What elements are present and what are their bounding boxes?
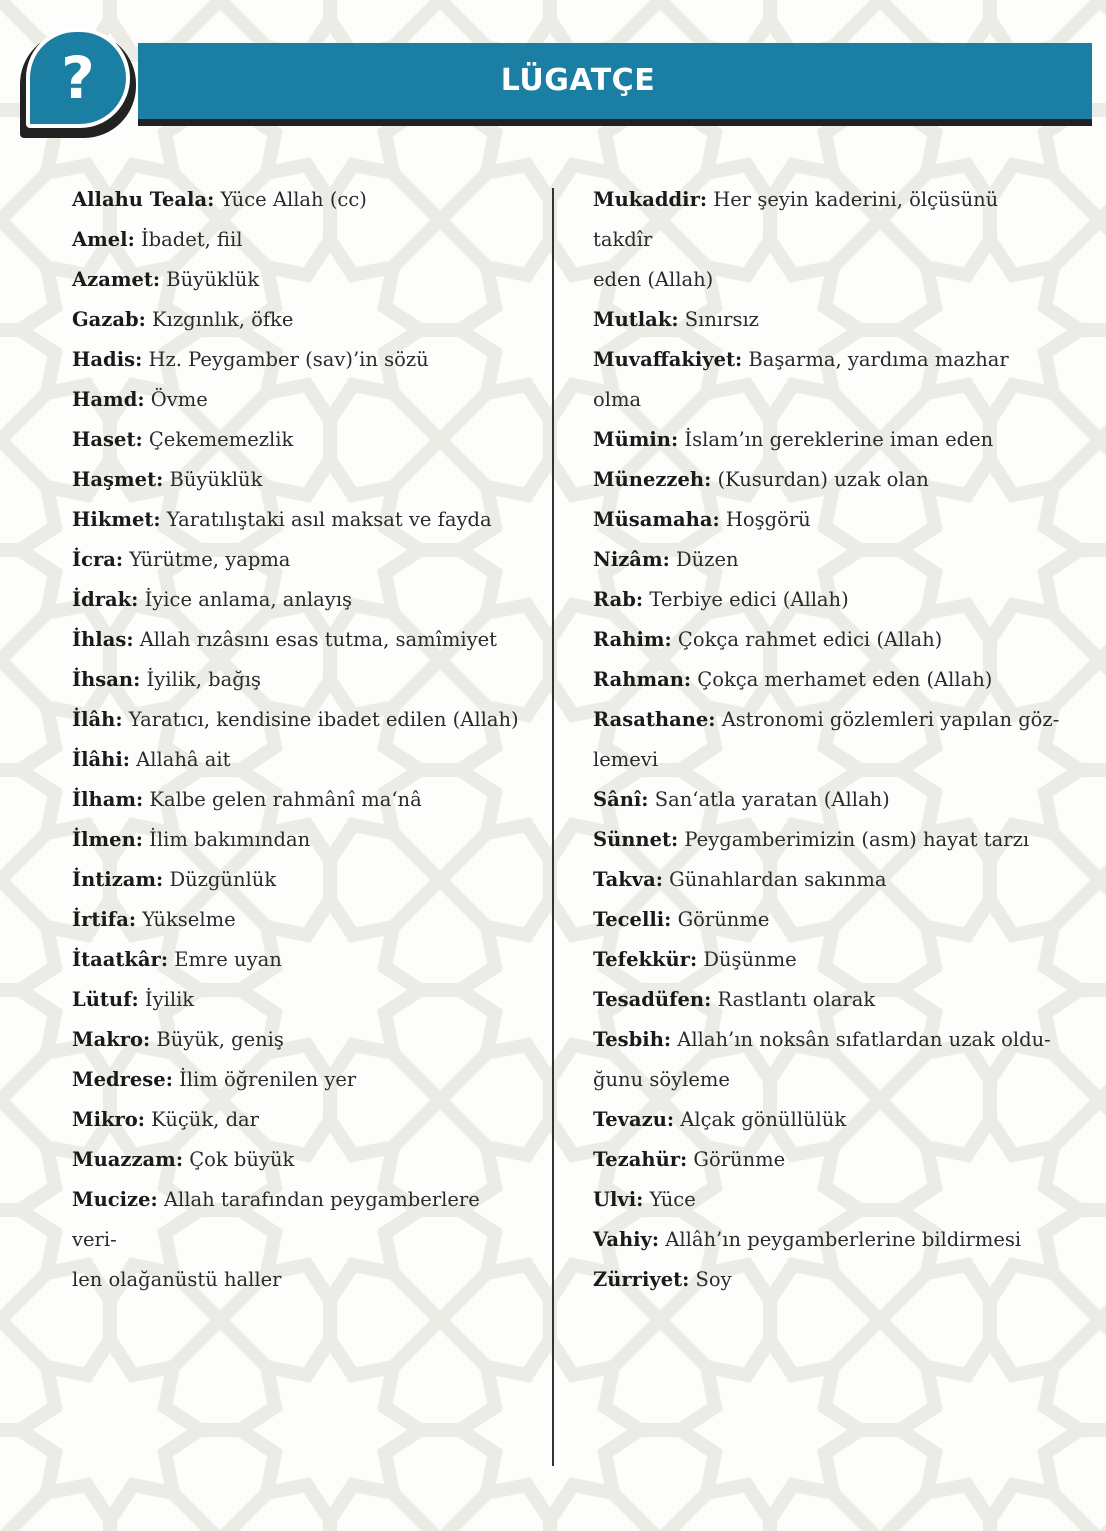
glossary-term: Hikmet:: [72, 508, 161, 531]
glossary-term: Lütuf:: [72, 988, 139, 1011]
glossary-definition: Allahâ ait: [129, 748, 231, 771]
glossary-term: Amel:: [72, 228, 135, 251]
glossary-right-column: [593, 180, 1063, 1300]
glossary-entry: [72, 660, 528, 700]
question-mark-icon: ?: [26, 28, 130, 128]
glossary-definition: Allâh’ın peygamberlerine bildirmesi: [659, 1228, 1022, 1251]
glossary-definition: Kızgınlık, öfke: [145, 308, 294, 331]
glossary-definition: Çok büyük: [183, 1148, 295, 1171]
glossary-term: Mümin:: [593, 428, 679, 451]
glossary-definition: Allah’ın noksân sıfatlardan uzak oldu-: [671, 1028, 1051, 1051]
glossary-definition: Yüce: [643, 1188, 696, 1211]
glossary-entry: [72, 1060, 528, 1100]
glossary-entry: [72, 1100, 528, 1140]
page-header: [0, 0, 1106, 150]
glossary-term: İlmen:: [72, 828, 143, 851]
glossary-term: Mukaddir:: [593, 188, 708, 211]
glossary-term: Ulvi:: [593, 1188, 644, 1211]
glossary-term: Tesadüfen:: [593, 988, 712, 1011]
glossary-term: Mucize:: [72, 1188, 158, 1211]
glossary-term: Tefekkür:: [593, 948, 698, 971]
glossary-definition: İyilik, bağış: [140, 668, 261, 691]
glossary-term: Takva:: [593, 868, 663, 891]
glossary-definition: Allah rızâsını esas tutma, samîmiyet: [133, 628, 497, 651]
glossary-entry: [593, 1180, 1063, 1220]
glossary-definition: Yaratılıştaki asıl maksat ve fayda: [160, 508, 492, 531]
glossary-definition-continuation: eden (Allah): [593, 268, 714, 291]
glossary-definition: Büyüklük: [163, 468, 263, 491]
glossary-entry: [593, 1020, 1063, 1100]
glossary-term: Allahu Teala:: [72, 188, 215, 211]
column-divider: [552, 188, 554, 1466]
glossary-definition: Yürütme, yapma: [123, 548, 291, 571]
glossary-entry: [72, 420, 528, 460]
glossary-entry: [72, 780, 528, 820]
glossary-term: Rasathane:: [593, 708, 716, 731]
glossary-term: Tezahür:: [593, 1148, 688, 1171]
glossary-definition: Soy: [689, 1268, 732, 1291]
glossary-entry: [593, 580, 1063, 620]
glossary-term: İlâhi:: [72, 748, 130, 771]
glossary-entry: [593, 860, 1063, 900]
glossary-entry: [593, 1140, 1063, 1180]
glossary-entry: [72, 540, 528, 580]
glossary-definition: Büyük, geniş: [150, 1028, 284, 1051]
glossary-entry: [72, 700, 528, 740]
glossary-term: Tecelli:: [593, 908, 672, 931]
glossary-entry: [72, 740, 528, 780]
glossary-definition: Allah tarafından peygamberlere veri-: [72, 1188, 480, 1251]
glossary-term: İrtifa:: [72, 908, 137, 931]
glossary-definition: Hoşgörü: [719, 508, 811, 531]
glossary-definition: Her şeyin kaderini, ölçüsünü takdîr: [593, 188, 999, 251]
glossary-entry: [72, 580, 528, 620]
glossary-definition: Hz. Peygamber (sav)’in sözü: [142, 348, 429, 371]
glossary-entry: [593, 780, 1063, 820]
glossary-term: Rahman:: [593, 668, 692, 691]
glossary-definition: Peygamberimizin (asm) hayat tarzı: [678, 828, 1030, 851]
glossary-definition: Sınırsız: [678, 308, 759, 331]
glossary-entry: [72, 220, 528, 260]
glossary-definition: Çokça merhamet eden (Allah): [691, 668, 993, 691]
glossary-definition: Günahlardan sakınma: [662, 868, 887, 891]
glossary-entry: [593, 1100, 1063, 1140]
glossary-term: Haset:: [72, 428, 143, 451]
glossary-entry: [72, 460, 528, 500]
glossary-term: Vahiy:: [593, 1228, 660, 1251]
glossary-term: Zürriyet:: [593, 1268, 690, 1291]
glossary-term: Muvaffakiyet:: [593, 348, 743, 371]
glossary-term: İtaatkâr:: [72, 948, 169, 971]
glossary-definition: İyilik: [138, 988, 195, 1011]
glossary-entry: [593, 820, 1063, 860]
glossary-entry: [593, 500, 1063, 540]
glossary-term: Gazab:: [72, 308, 146, 331]
glossary-entry: [72, 820, 528, 860]
glossary-entry: [72, 180, 528, 220]
glossary-definition: Yaratıcı, kendisine ibadet edilen (Allah): [122, 708, 519, 731]
glossary-entry: [72, 300, 528, 340]
glossary-definition: Görünme: [671, 908, 770, 931]
glossary-entry: [72, 620, 528, 660]
glossary-entry: [593, 900, 1063, 940]
glossary-definition-continuation: lemevi: [593, 748, 659, 771]
glossary-definition: San‘atla yaratan (Allah): [648, 788, 890, 811]
glossary-term: Makro:: [72, 1028, 151, 1051]
glossary-definition: Terbiye edici (Allah): [643, 588, 849, 611]
glossary-definition: Çekememezlik: [142, 428, 294, 451]
glossary-entry: [72, 1140, 528, 1180]
glossary-definition: İlim öğrenilen yer: [172, 1068, 357, 1091]
glossary-entry: [593, 340, 1063, 420]
glossary-entry: [593, 460, 1063, 500]
glossary-entry: [593, 940, 1063, 980]
glossary-left-column: [72, 180, 528, 1300]
glossary-definition: Emre uyan: [168, 948, 282, 971]
glossary-entry: [593, 1220, 1063, 1260]
glossary-entry: [72, 940, 528, 980]
glossary-entry: [593, 620, 1063, 660]
glossary-term: İcra:: [72, 548, 124, 571]
glossary-entry: [72, 500, 528, 540]
glossary-term: Münezzeh:: [593, 468, 712, 491]
glossary-term: Tesbih:: [593, 1028, 672, 1051]
glossary-term: Tevazu:: [593, 1108, 675, 1131]
glossary-term: Mikro:: [72, 1108, 145, 1131]
glossary-definition: Düşünme: [697, 948, 797, 971]
glossary-definition: Büyüklük: [160, 268, 260, 291]
glossary-entry: [593, 660, 1063, 700]
glossary-term: Azamet:: [72, 268, 161, 291]
glossary-entry: [593, 180, 1063, 300]
glossary-definition: Kalbe gelen rahmânî ma‘nâ: [143, 788, 422, 811]
glossary-definition: (Kusurdan) uzak olan: [711, 468, 929, 491]
glossary-definition: Düzgünlük: [163, 868, 277, 891]
glossary-entry: [593, 300, 1063, 340]
glossary-entry: [72, 1180, 528, 1300]
glossary-term: Muazzam:: [72, 1148, 184, 1171]
glossary-definition: İslam’ın gereklerine iman eden: [678, 428, 994, 451]
glossary-definition: Yüce Allah (cc): [214, 188, 367, 211]
glossary-entry: [72, 980, 528, 1020]
glossary-definition: Görünme: [687, 1148, 786, 1171]
glossary-definition: İyice anlama, anlayış: [138, 588, 353, 611]
glossary-term: İhlas:: [72, 628, 134, 651]
glossary-definition: İlim bakımından: [142, 828, 311, 851]
glossary-definition: Rastlantı olarak: [711, 988, 876, 1011]
glossary-term: İntizam:: [72, 868, 164, 891]
glossary-definition: Düzen: [669, 548, 739, 571]
glossary-term: Hadis:: [72, 348, 143, 371]
glossary-entry: [72, 380, 528, 420]
glossary-definition: Çokça rahmet edici (Allah): [671, 628, 943, 651]
glossary-term: Hamd:: [72, 388, 145, 411]
glossary-entry: [72, 260, 528, 300]
glossary-term: Haşmet:: [72, 468, 164, 491]
glossary-definition: Astronomi gözlemleri yapılan göz-: [715, 708, 1060, 731]
glossary-definition-continuation: ğunu söyleme: [593, 1068, 730, 1091]
glossary-entry: [593, 1260, 1063, 1300]
glossary-entry: [72, 860, 528, 900]
glossary-term: Rab:: [593, 588, 644, 611]
glossary-definition: Övme: [144, 388, 208, 411]
glossary-entry: [72, 1020, 528, 1060]
glossary-term: Müsamaha:: [593, 508, 720, 531]
glossary-term: İdrak:: [72, 588, 139, 611]
glossary-definition-continuation: len olağanüstü haller: [72, 1268, 282, 1291]
glossary-entry: [593, 700, 1063, 780]
page-title: LÜGATÇE: [500, 63, 656, 98]
glossary-term: Rahim:: [593, 628, 672, 651]
glossary-term: Mutlak:: [593, 308, 679, 331]
glossary-term: Sânî:: [593, 788, 649, 811]
glossary-term: Nizâm:: [593, 548, 670, 571]
glossary-term: Sünnet:: [593, 828, 679, 851]
glossary-entry: [593, 420, 1063, 460]
glossary-term: İlâh:: [72, 708, 123, 731]
glossary-entry: [72, 340, 528, 380]
glossary-definition: Yükselme: [136, 908, 236, 931]
glossary-definition: Küçük, dar: [144, 1108, 260, 1131]
glossary-entry: [72, 900, 528, 940]
glossary-term: İlham:: [72, 788, 144, 811]
glossary-entry: [593, 980, 1063, 1020]
glossary-definition: İbadet, fiil: [134, 228, 243, 251]
glossary-entry: [593, 540, 1063, 580]
glossary-term: İhsan:: [72, 668, 141, 691]
glossary-definition: Başarma, yardıma mazhar olma: [593, 348, 1009, 411]
glossary-definition: Alçak gönüllülük: [674, 1108, 847, 1131]
glossary-term: Medrese:: [72, 1068, 173, 1091]
